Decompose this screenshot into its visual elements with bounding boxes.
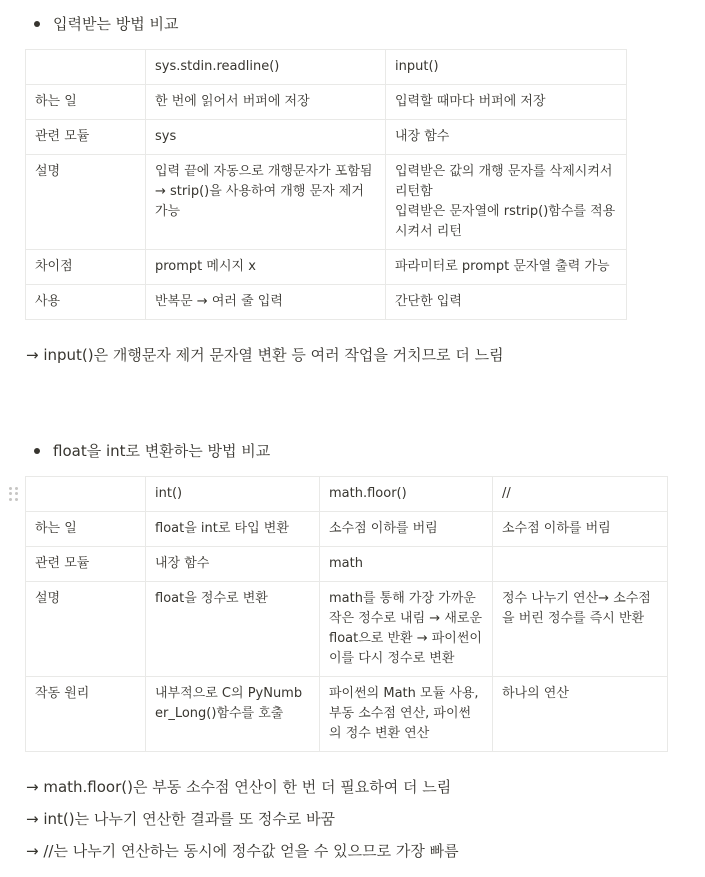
section2-bullet <box>34 441 270 461</box>
table-cell: 하나의 연산 <box>493 677 668 752</box>
section2-note-2: → int()는 나누기 연산한 결과를 또 정수로 바꿈 <box>26 810 336 828</box>
row-label-cell <box>26 50 146 85</box>
section2-note-1: → math.floor()은 부동 소수점 연산이 한 번 더 필요하여 더 느림 <box>26 778 452 796</box>
table-cell: float을 int로 타입 변환 <box>146 512 320 547</box>
bullet-dot <box>34 448 40 454</box>
row-label-cell: 하는 일 <box>26 512 146 547</box>
row-label-cell: 작동 원리 <box>26 677 146 752</box>
table-row <box>26 285 627 320</box>
table-cell: 내장 함수 <box>386 120 627 155</box>
table-cell: 정수 나누기 연산→ 소수점을 버린 정수를 즉시 반환 <box>493 582 668 677</box>
table-row <box>26 85 627 120</box>
table-cell <box>493 547 668 582</box>
table-cell: // <box>493 477 668 512</box>
table-cell: 입력 끝에 자동으로 개행문자가 포함됨 → strip()을 사용하여 개행 문자 제거 가능 <box>146 155 386 250</box>
section1-bullet <box>34 14 178 34</box>
table-cell: 내장 함수 <box>146 547 320 582</box>
row-label-cell: 차이점 <box>26 250 146 285</box>
bullet-dot <box>34 21 40 27</box>
table-cell: 내부적으로 C의 PyNumber_Long()함수를 호출 <box>146 677 320 752</box>
table-cell: sys <box>146 120 386 155</box>
table-row <box>26 512 668 547</box>
row-label-cell: 관련 모듈 <box>26 547 146 582</box>
table-cell: 한 번에 읽어서 버퍼에 저장 <box>146 85 386 120</box>
row-label-cell <box>26 477 146 512</box>
table-cell: 입력할 때마다 버퍼에 저장 <box>386 85 627 120</box>
table-cell: input() <box>386 50 627 85</box>
row-label-cell: 사용 <box>26 285 146 320</box>
section1-heading: 입력받는 방법 비교 <box>53 15 179 33</box>
table-cell: 소수점 이하를 버림 <box>320 512 493 547</box>
drag-handle-icon[interactable] <box>9 487 19 501</box>
row-label-cell: 설명 <box>26 155 146 250</box>
table-cell: float을 정수로 변환 <box>146 582 320 677</box>
table-row <box>26 155 627 250</box>
table-cell: 파라미터로 prompt 문자열 출력 가능 <box>386 250 627 285</box>
table-cell: 반복문 → 여러 줄 입력 <box>146 285 386 320</box>
float-to-int-table <box>25 476 668 752</box>
input-methods-table <box>25 49 627 320</box>
table-header-row <box>26 477 668 512</box>
row-label-cell: 하는 일 <box>26 85 146 120</box>
table-cell: math <box>320 547 493 582</box>
table-cell: int() <box>146 477 320 512</box>
section2-heading: float을 int로 변환하는 방법 비교 <box>53 442 271 460</box>
table-row <box>26 677 668 752</box>
table-cell: math.floor() <box>320 477 493 512</box>
table-cell: 입력받은 값의 개행 문자를 삭제시켜서 리턴함 입력받은 문자열에 rstrip()함수를 적용시켜서 리턴 <box>386 155 627 250</box>
table-cell: math를 통해 가장 가까운 작은 정수로 내림 → 새로운 float으로 반환 → 파이썬이 이를 다시 정수로 변환 <box>320 582 493 677</box>
table-cell: 파이썬의 Math 모듈 사용, 부동 소수점 연산, 파이썬의 정수 변환 연산 <box>320 677 493 752</box>
section2-note-3: → //는 나누기 연산하는 동시에 정수값 얻을 수 있으므로 가장 빠름 <box>26 842 459 860</box>
row-label-cell: 설명 <box>26 582 146 677</box>
table-row <box>26 547 668 582</box>
table-cell: prompt 메시지 x <box>146 250 386 285</box>
table-cell: 간단한 입력 <box>386 285 627 320</box>
table-cell: sys.stdin.readline() <box>146 50 386 85</box>
table-header-row <box>26 50 627 85</box>
table-row <box>26 120 627 155</box>
section1-note: → input()은 개행문자 제거 문자열 변환 등 여러 작업을 거치므로 더 느림 <box>26 346 504 364</box>
table-row <box>26 582 668 677</box>
row-label-cell: 관련 모듈 <box>26 120 146 155</box>
table-cell: 소수점 이하를 버림 <box>493 512 668 547</box>
table-row <box>26 250 627 285</box>
